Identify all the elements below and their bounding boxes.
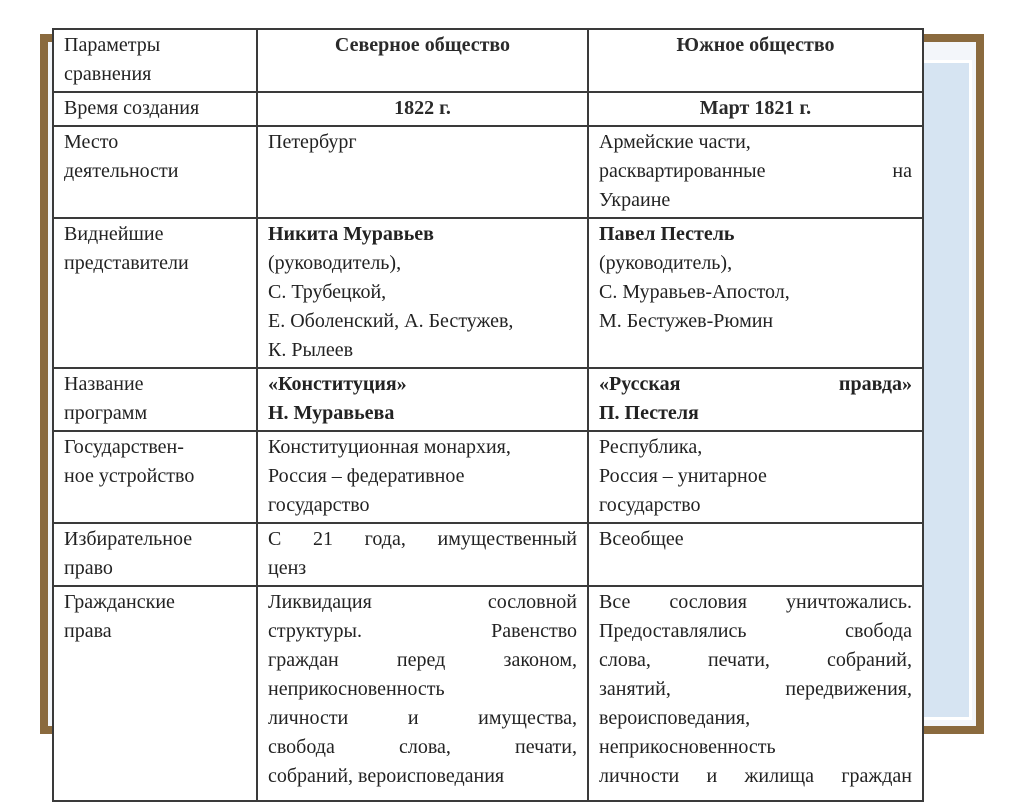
south-value-line: Армейские части, bbox=[599, 131, 751, 153]
south-leader-name: Павел Пестель bbox=[599, 223, 735, 245]
north-value-line: личности и имущества, bbox=[268, 707, 577, 729]
header-south-cell bbox=[588, 29, 923, 92]
south-value-line: занятий, передвижения, bbox=[599, 678, 912, 700]
table-row-representatives bbox=[53, 218, 923, 368]
south-value-cell bbox=[588, 92, 923, 126]
row-label-line: Государствен- bbox=[64, 436, 184, 458]
row-label-cell bbox=[53, 368, 257, 431]
south-value-line: Украине bbox=[599, 189, 671, 211]
row-label-line: Время создания bbox=[64, 97, 200, 119]
row-label-cell bbox=[53, 218, 257, 368]
south-value-cell bbox=[588, 218, 923, 368]
row-label-cell bbox=[53, 431, 257, 523]
row-label-line: Избирательное bbox=[64, 528, 193, 550]
north-value-cell bbox=[257, 523, 588, 586]
north-value-line: 1822 г. bbox=[394, 97, 451, 119]
north-value-line: Конституционная монархия, bbox=[268, 436, 511, 458]
row-label-line: права bbox=[64, 620, 112, 642]
table-header-row bbox=[53, 29, 923, 92]
header-param-text: Параметры сравнения bbox=[64, 34, 161, 85]
north-value-line: К. Рылеев bbox=[268, 339, 354, 361]
north-value-line: свобода слова, печати, bbox=[268, 736, 577, 758]
south-value-cell bbox=[588, 368, 923, 431]
north-value-cell bbox=[257, 126, 588, 218]
row-label-line: Виднейшие bbox=[64, 223, 164, 245]
row-label-line: программ bbox=[64, 402, 148, 424]
table-row-program-names bbox=[53, 368, 923, 431]
north-value-line: Н. Муравьева bbox=[268, 402, 395, 424]
row-label-line: деятельности bbox=[64, 160, 179, 182]
north-value-line: «Конституция» bbox=[268, 373, 407, 395]
row-label-line: право bbox=[64, 557, 113, 579]
south-value-line: С. Муравьев-Апостол, bbox=[599, 281, 790, 303]
south-value-line: (руководитель), bbox=[599, 252, 733, 274]
north-value-line: (руководитель), bbox=[268, 252, 402, 274]
row-label-line: Место bbox=[64, 131, 119, 153]
slide-frame-accent bbox=[920, 60, 972, 720]
south-value-line: слова, печати, собраний, bbox=[599, 649, 912, 671]
north-value-cell bbox=[257, 92, 588, 126]
north-value-cell bbox=[257, 431, 588, 523]
north-value-line: граждан перед законом, bbox=[268, 649, 577, 671]
south-value-line: «Русская правда» bbox=[599, 373, 912, 395]
south-value-line: Март 1821 г. bbox=[699, 97, 812, 119]
north-value-cell bbox=[257, 218, 588, 368]
south-value-line: П. Пестеля bbox=[599, 402, 699, 424]
north-value-line: государство bbox=[268, 494, 370, 516]
north-leader-name: Никита Муравьев bbox=[268, 223, 434, 245]
south-value-line: Россия – унитарное bbox=[599, 465, 767, 487]
north-value-line: собраний, вероисповедания bbox=[268, 765, 505, 787]
row-label-line: Гражданские bbox=[64, 591, 175, 613]
north-value-line: Е. Оболенский, А. Бестужев, bbox=[268, 310, 514, 332]
row-label-line: Название bbox=[64, 373, 144, 395]
south-value-line: Все сословия уничтожались. bbox=[599, 591, 912, 613]
south-value-line: неприкосновенность bbox=[599, 736, 776, 758]
north-value-cell bbox=[257, 368, 588, 431]
south-value-line: расквартированные на bbox=[599, 160, 912, 182]
south-value-cell bbox=[588, 523, 923, 586]
north-value-line: структуры. Равенство bbox=[268, 620, 577, 642]
row-label-line: представители bbox=[64, 252, 189, 274]
comparison-table-container bbox=[52, 28, 922, 787]
table-row-place bbox=[53, 126, 923, 218]
south-value-line: личности и жилища граждан bbox=[599, 765, 912, 787]
row-label-line: ное устройство bbox=[64, 465, 195, 487]
south-value-line: Всеобщее bbox=[599, 528, 684, 550]
north-value-line: Петербург bbox=[268, 131, 357, 153]
row-label-cell bbox=[53, 126, 257, 218]
table-row-civil-rights bbox=[53, 586, 923, 801]
row-label-cell bbox=[53, 92, 257, 126]
south-value-cell bbox=[588, 586, 923, 801]
north-value-line: неприкосновенность bbox=[268, 678, 445, 700]
south-value-cell bbox=[588, 126, 923, 218]
header-south-text: Южное общество bbox=[676, 34, 835, 56]
south-value-line: государство bbox=[599, 494, 701, 516]
north-value-line: Россия – федеративное bbox=[268, 465, 465, 487]
north-value-line: Ликвидация сословной bbox=[268, 591, 577, 613]
table-row-state-structure bbox=[53, 431, 923, 523]
south-value-line: Республика, bbox=[599, 436, 703, 458]
south-value-line: вероисповедания, bbox=[599, 707, 751, 729]
table-row-voting-rights bbox=[53, 523, 923, 586]
north-value-line: ценз bbox=[268, 557, 307, 579]
table-row-creation-time bbox=[53, 92, 923, 126]
row-label-cell bbox=[53, 523, 257, 586]
comparison-table bbox=[52, 28, 924, 802]
header-north-cell bbox=[257, 29, 588, 92]
header-north-text: Северное общество bbox=[334, 34, 511, 56]
header-param-cell bbox=[53, 29, 257, 92]
north-value-cell bbox=[257, 586, 588, 801]
south-value-cell bbox=[588, 431, 923, 523]
north-value-line: С. Трубецкой, bbox=[268, 281, 387, 303]
south-value-line: Предоставлялись свобода bbox=[599, 620, 912, 642]
row-label-cell bbox=[53, 586, 257, 801]
south-value-line: М. Бестужев-Рюмин bbox=[599, 310, 774, 332]
north-value-line: С 21 года, имущественный bbox=[268, 528, 577, 550]
